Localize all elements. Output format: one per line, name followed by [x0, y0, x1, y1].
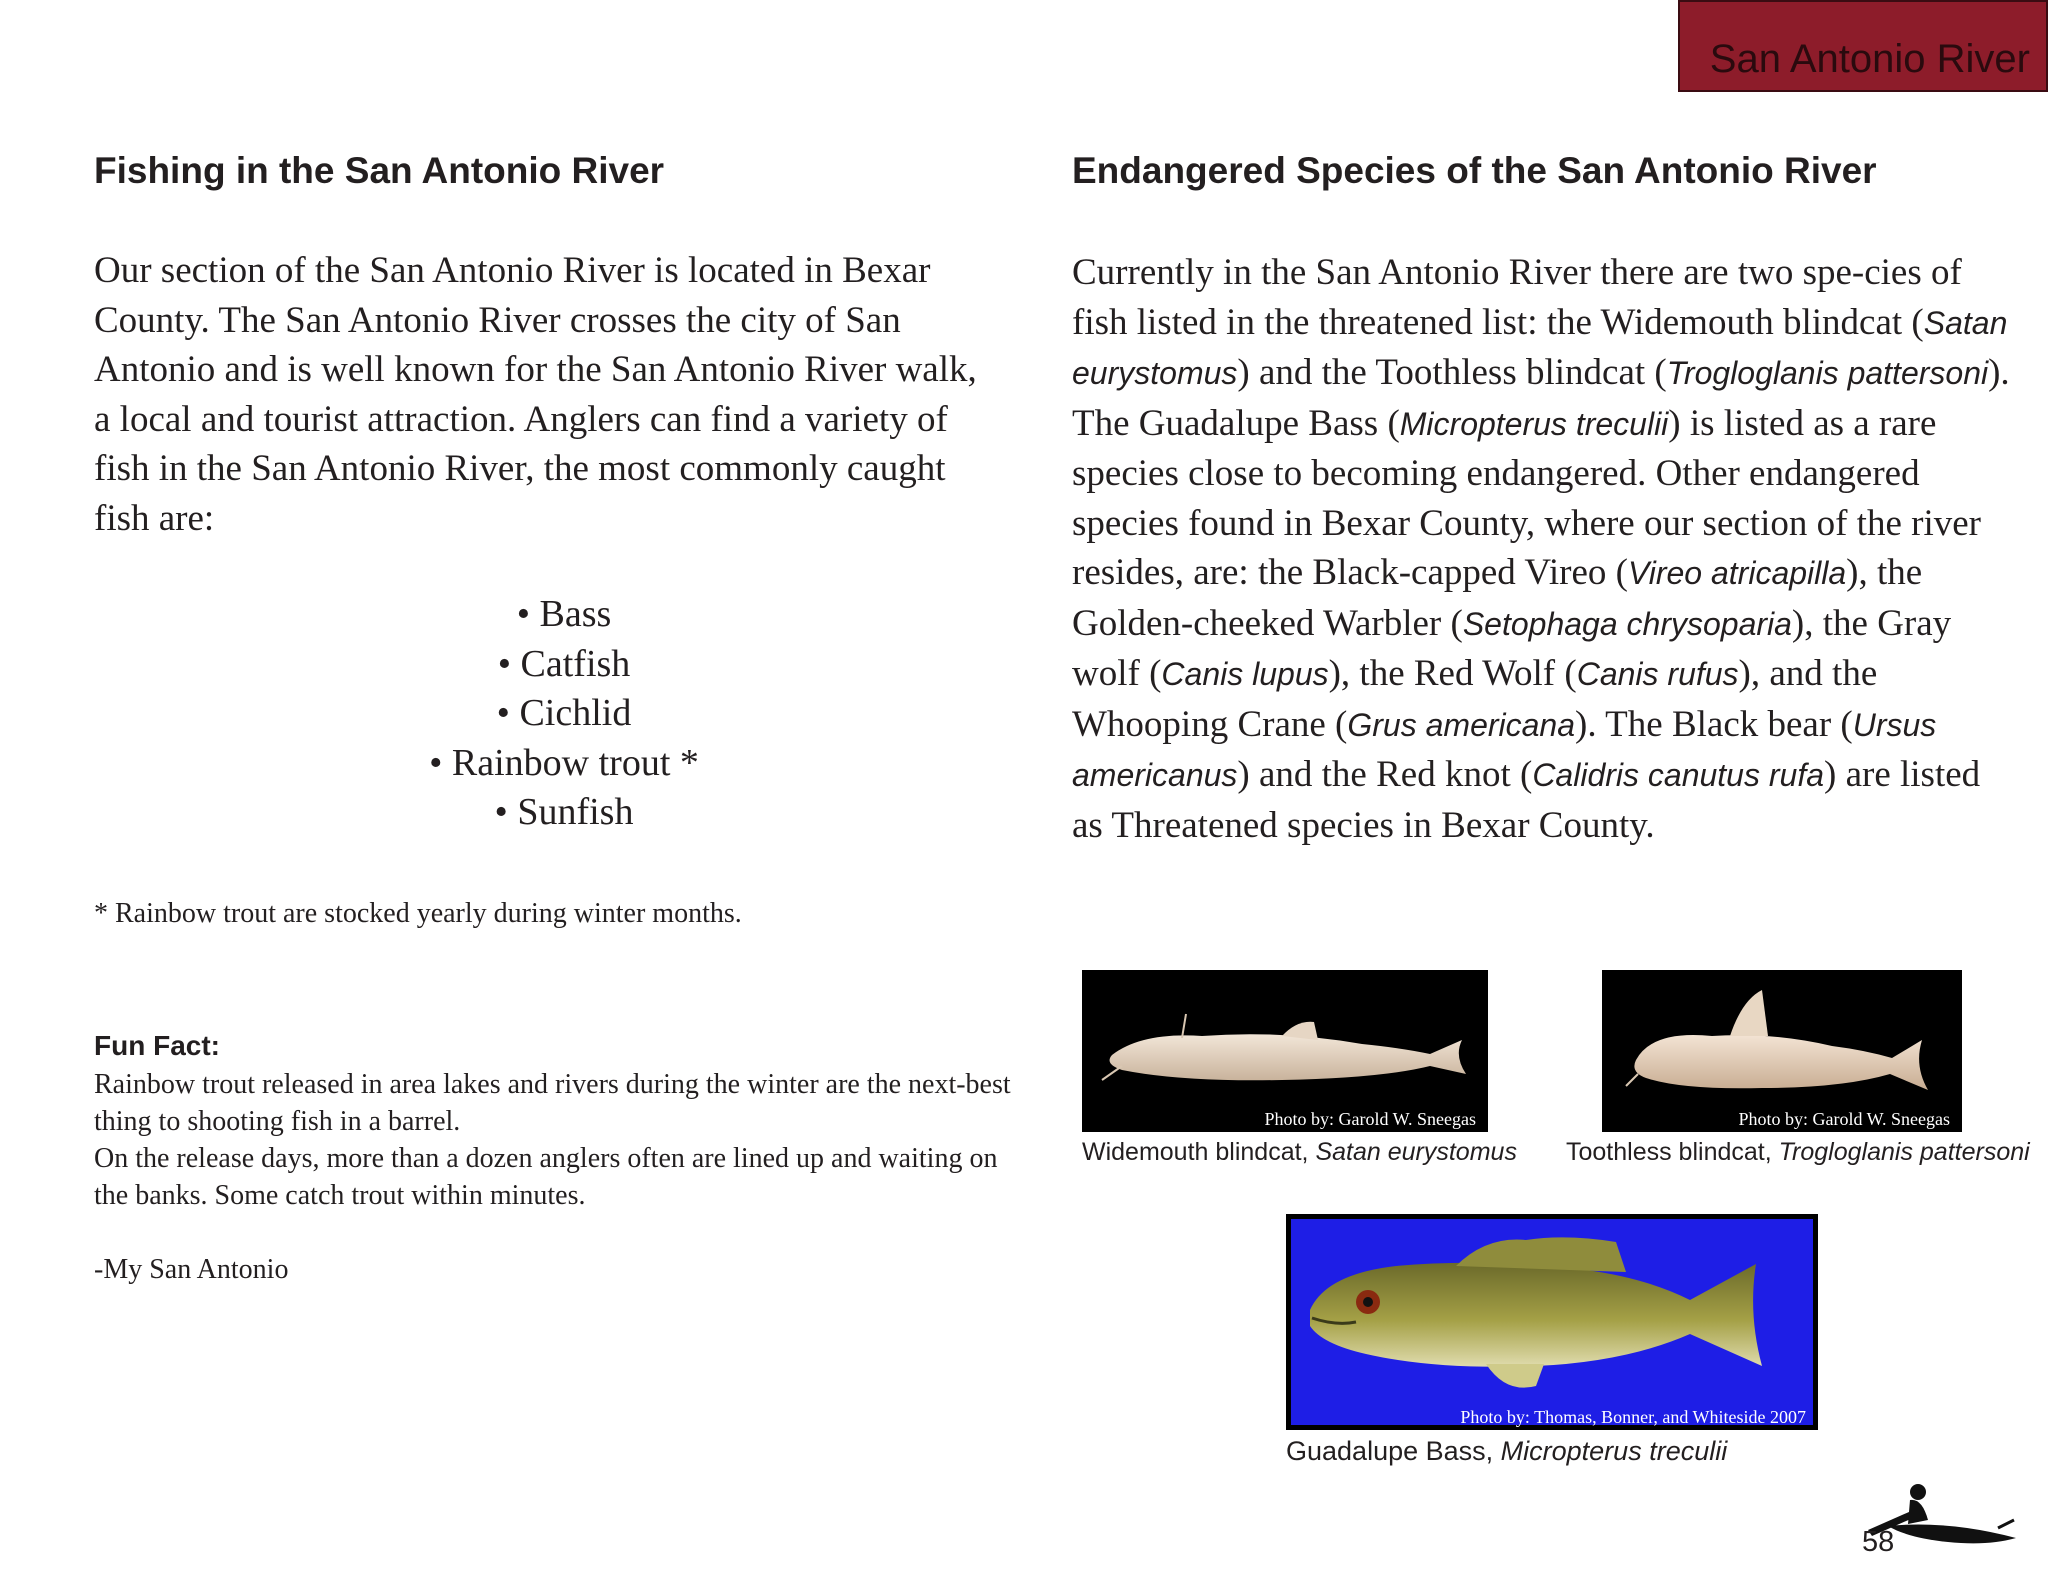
page-number: 58 — [1862, 1526, 1895, 1558]
scientific-name: Trogloglanis pattersoni — [1666, 355, 1989, 391]
scientific-name: Vireo atricapilla — [1627, 555, 1847, 591]
paragraph-text: ) are listed as Threatened species in Bexar County. — [1072, 754, 1981, 846]
list-item: • Cichlid — [94, 689, 1034, 739]
paragraph-text: ) and the Red knot ( — [1237, 754, 1533, 795]
scientific-name: Setophaga chrysoparia — [1462, 605, 1792, 642]
toothless-photo — [1602, 970, 1962, 1132]
scientific-name: Satan eurystomus — [1072, 304, 2008, 391]
caption-common-name: Toothless blindcat, — [1566, 1138, 1779, 1166]
paragraph-text: ), the Red Wolf ( — [1328, 653, 1577, 694]
list-item: • Rainbow trout * — [94, 739, 1034, 789]
trout-footnote: * Rainbow trout are stocked yearly during winter months. — [94, 898, 742, 929]
caption-scientific-name: Micropterus treculii — [1500, 1436, 1728, 1466]
photo-credit: Photo by: Garold W. Sneegas — [1264, 1109, 1476, 1129]
endangered-paragraph — [1072, 248, 2012, 850]
paragraph-text: ) and the Toothless blindcat ( — [1237, 352, 1667, 393]
section-tab-label: San Antonio River — [1709, 37, 2030, 81]
fishing-intro: Our section of the San Antonio River is located in Bexar County. The San Antonio River crosses the city of San Antonio and is well known for the San Antonio River walk, a local and tourist attraction. Anglers can find a variety of fish in the San Antonio River, the most commonly caught fish are: — [94, 250, 977, 539]
fun-fact-source: -My San Antonio — [94, 1254, 289, 1285]
scientific-name: Canis lupus — [1161, 656, 1329, 692]
fun-fact-line: Rainbow trout released in area lakes and rivers during the winter are the next-best thing to shooting fish in a barrel. — [94, 1069, 1011, 1137]
list-item: • Catfish — [94, 640, 1034, 690]
paragraph-text: ), the Gray wolf ( — [1072, 602, 1952, 694]
scientific-name: Grus americana — [1347, 706, 1576, 743]
toothless-caption — [1566, 1138, 2030, 1167]
list-item: • Sunfish — [94, 788, 1034, 838]
paragraph-text: ) is listed as a rare species close to becoming endangered. Other endangered species found in Bexar County, where our section of the river resides, are: the Black-capped Vireo ( — [1072, 402, 1981, 593]
paragraph-text: ). The Black bear ( — [1575, 703, 1853, 745]
paragraph-text: ). The Guadalupe Bass ( — [1072, 352, 2010, 444]
paragraph-text: ), and the Whooping Crane ( — [1072, 653, 1878, 745]
photo-credit: Photo by: Thomas, Bonner, and Whiteside 2007 — [1460, 1407, 1806, 1427]
caption-common-name: Guadalupe Bass, — [1286, 1436, 1501, 1466]
list-item: • Bass — [94, 590, 1034, 640]
guadalupe-bass-image — [1286, 1214, 1818, 1430]
toothless-fish-image — [1602, 970, 1962, 1132]
paragraph-text: Currently in the San Antonio River there are two spe-cies of fish listed in the threatened list: the Widemouth blindcat ( — [1072, 252, 1962, 343]
paragraph-text: ), the Golden-cheeked Warbler ( — [1072, 552, 1923, 644]
fun-fact-line: On the release days, more than a dozen anglers often are lined up and waiting on the banks. Some catch trout within minutes. — [94, 1143, 998, 1211]
guadalupe-caption — [1286, 1436, 1727, 1467]
fish-list — [94, 590, 1034, 838]
fishing-heading: Fishing in the San Antonio River — [94, 150, 665, 191]
fun-fact-title: Fun Fact: — [94, 1030, 220, 1061]
caption-scientific-name: Satan eurystomus — [1315, 1138, 1517, 1166]
widemouth-fish-image — [1082, 970, 1488, 1132]
scientific-name: Calidris canutus rufa — [1532, 757, 1824, 793]
widemouth-caption — [1082, 1138, 1517, 1167]
endangered-heading: Endangered Species of the San Antonio River — [1072, 150, 1877, 191]
fun-fact-text — [94, 1066, 1034, 1214]
caption-common-name: Widemouth blindcat, — [1082, 1138, 1316, 1166]
photo-credit: Photo by: Garold W. Sneegas — [1738, 1109, 1950, 1129]
guadalupe-bass-photo — [1286, 1214, 1818, 1430]
scientific-name: Micropterus treculii — [1399, 405, 1669, 442]
section-tab — [1678, 0, 2048, 92]
caption-scientific-name: Trogloglanis pattersoni — [1778, 1138, 2030, 1166]
widemouth-photo — [1082, 970, 1488, 1132]
scientific-name: Ursus americanus — [1072, 706, 1937, 793]
scientific-name: Canis rufus — [1576, 656, 1739, 692]
